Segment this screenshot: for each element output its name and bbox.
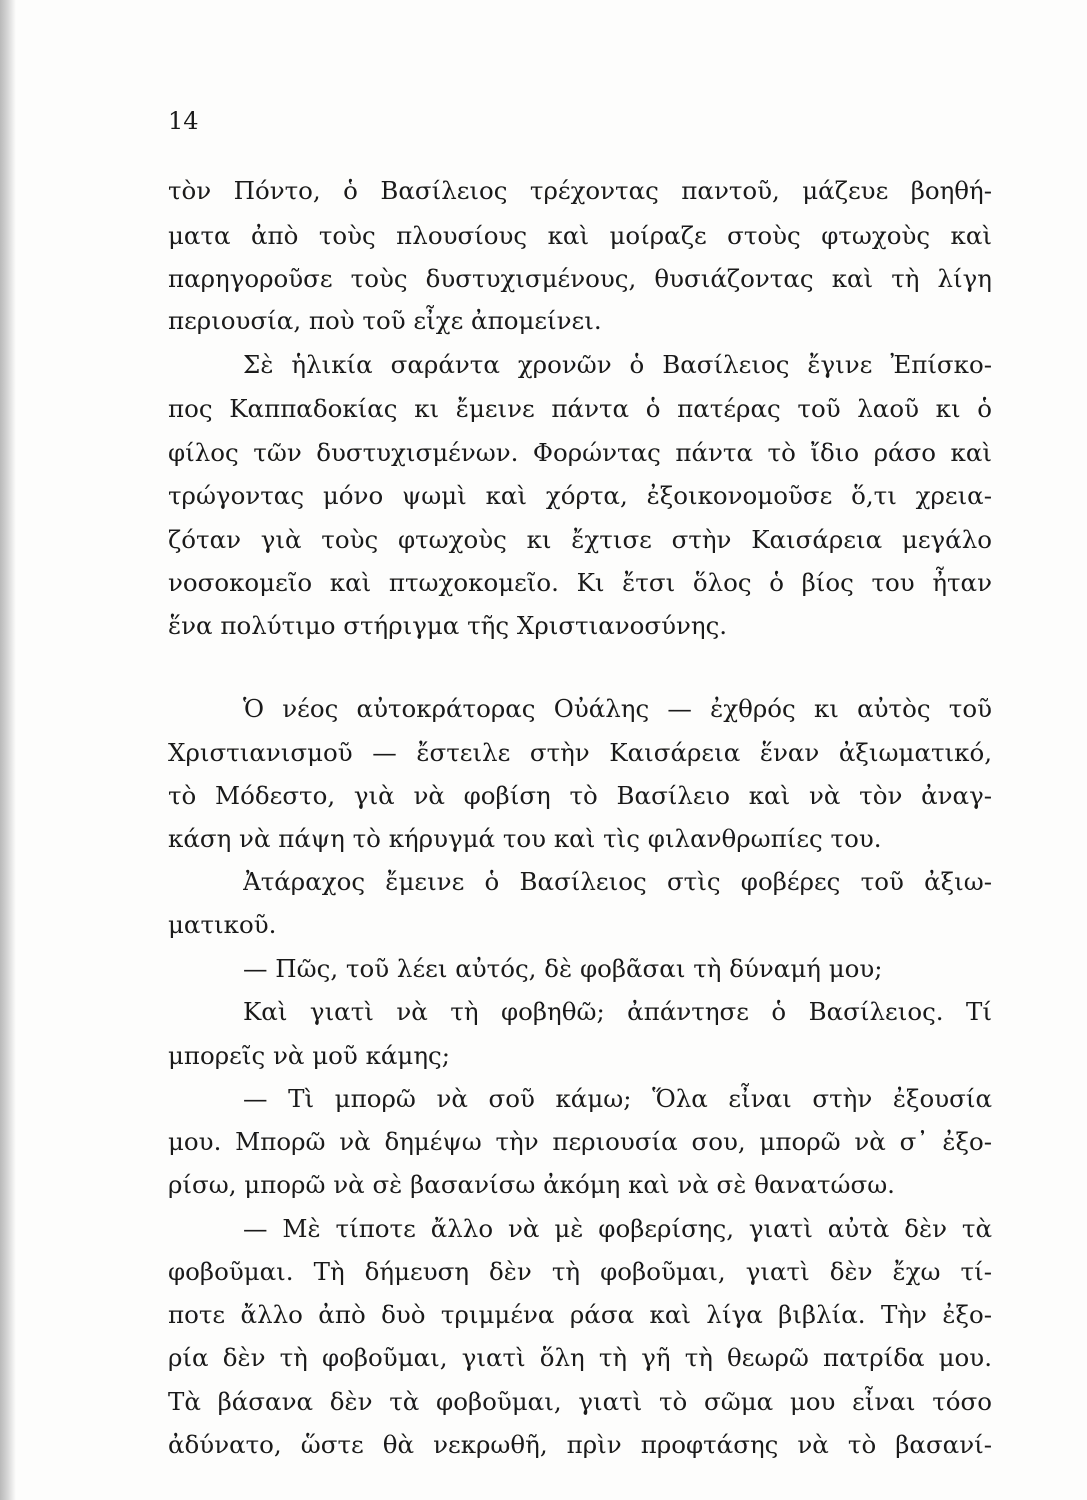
page-number: 14 <box>168 107 199 135</box>
text-line: ἕνα πολύτιμο στήριγμα τῆς Χριστιανοσύνης. <box>168 611 728 640</box>
text-line: πος Καππαδοκίας κι ἔμεινε πάντα ὁ πατέρας τοῦ λαοῦ κι ὁ <box>168 394 992 423</box>
text-line: Σὲ ἡλικία σαράντα χρονῶν ὁ Βασίλειος ἔγινε Ἐπίσκο- <box>243 350 992 379</box>
page-binding-shadow <box>0 0 16 1500</box>
text-line: ζόταν γιὰ τοὺς φτωχοὺς κι ἔχτισε στὴν Καισάρεια μεγάλο <box>168 525 992 554</box>
text-line: φοβοῦμαι. Τὴ δήμευση δὲν τὴ φοβοῦμαι, γιατὶ δὲν ἔχω τί- <box>168 1257 992 1286</box>
text-line: ἀδύνατο, ὥστε θὰ νεκρωθῆ, πρὶν προφτάσης νὰ τὸ βασανί- <box>168 1430 992 1459</box>
text-line: μπορεῖς νὰ μοῦ κάμης; <box>168 1041 451 1070</box>
text-line: ματα ἀπὸ τοὺς πλουσίους καὶ μοίραζε στοὺς φτωχοὺς καὶ <box>168 221 992 250</box>
text-line: Τὰ βάσανα δὲν τὰ φοβοῦμαι, γιατὶ τὸ σῶμα μου εἶναι τόσο <box>168 1387 992 1416</box>
text-line: μου. Μπορῶ νὰ δημέψω τὴν περιουσία σου, μπορῶ νὰ σ᾽ ἐξο- <box>168 1127 992 1156</box>
text-line: ποτε ἄλλο ἀπὸ δυὸ τριμμένα ράσα καὶ λίγα βιβλία. Τὴν ἐξο- <box>168 1300 992 1329</box>
text-line: φίλος τῶν δυστυχισμένων. Φορώντας πάντα τὸ ἴδιο ράσο καὶ <box>168 438 992 467</box>
text-line: Καὶ γιατὶ νὰ τὴ φοβηθῶ; ἀπάντησε ὁ Βασίλειος. Τί <box>243 997 992 1026</box>
text-line: κάση νὰ πάψη τὸ κήρυγμά του καὶ τὶς φιλανθρωπίες του. <box>168 824 882 853</box>
text-line: παρηγοροῦσε τοὺς δυστυχισμένους, θυσιάζοντας καὶ τὴ λίγη <box>168 264 992 293</box>
text-line: Χριστιανισμοῦ — ἔστειλε στὴν Καισάρεια ἕναν ἀξιωματικό, <box>168 738 992 767</box>
text-line: Ὁ νέος αὐτοκράτορας Οὐάλης — ἐχθρός κι αὐτὸς τοῦ <box>243 694 992 723</box>
text-line: περιουσία, ποὺ τοῦ εἶχε ἀπομείνει. <box>168 306 602 335</box>
text-line: τὸ Μόδεστο, γιὰ νὰ φοβίση τὸ Βασίλειο καὶ νὰ τὸν ἀναγ- <box>168 781 992 810</box>
text-line: Ἀτάραχος ἔμεινε ὁ Βασίλειος στὶς φοβέρες τοῦ ἀξιω- <box>243 867 992 896</box>
text-line: νοσοκομεῖο καὶ πτωχοκομεῖο. Κι ἔτσι ὅλος ὁ βίος του ἦταν <box>168 568 992 597</box>
text-line: τὸν Πόντο, ὁ Βασίλειος τρέχοντας παντοῦ, μάζευε βοηθή- <box>168 176 992 205</box>
text-line: — Πῶς, τοῦ λέει αὐτός, δὲ φοβᾶσαι τὴ δύναμή μου; <box>243 954 883 983</box>
text-line: — Τὶ μπορῶ νὰ σοῦ κάμω; Ὅλα εἶναι στὴν ἐξουσία <box>243 1084 992 1113</box>
text-line: ρία δὲν τὴ φοβοῦμαι, γιατὶ ὅλη τὴ γῆ τὴ θεωρῶ πατρίδα μου. <box>168 1343 992 1372</box>
text-line: ματικοῦ. <box>168 910 277 939</box>
text-line: ρίσω, μπορῶ νὰ σὲ βασανίσω ἀκόμη καὶ νὰ σὲ θανατώσω. <box>168 1170 895 1199</box>
text-line: τρώγοντας μόνο ψωμὶ καὶ χόρτα, ἐξοικονομοῦσε ὅ,τι χρεια- <box>168 481 992 510</box>
text-line: — Μὲ τίποτε ἄλλο νὰ μὲ φοβερίσης, γιατὶ αὐτὰ δὲν τὰ <box>243 1214 992 1243</box>
